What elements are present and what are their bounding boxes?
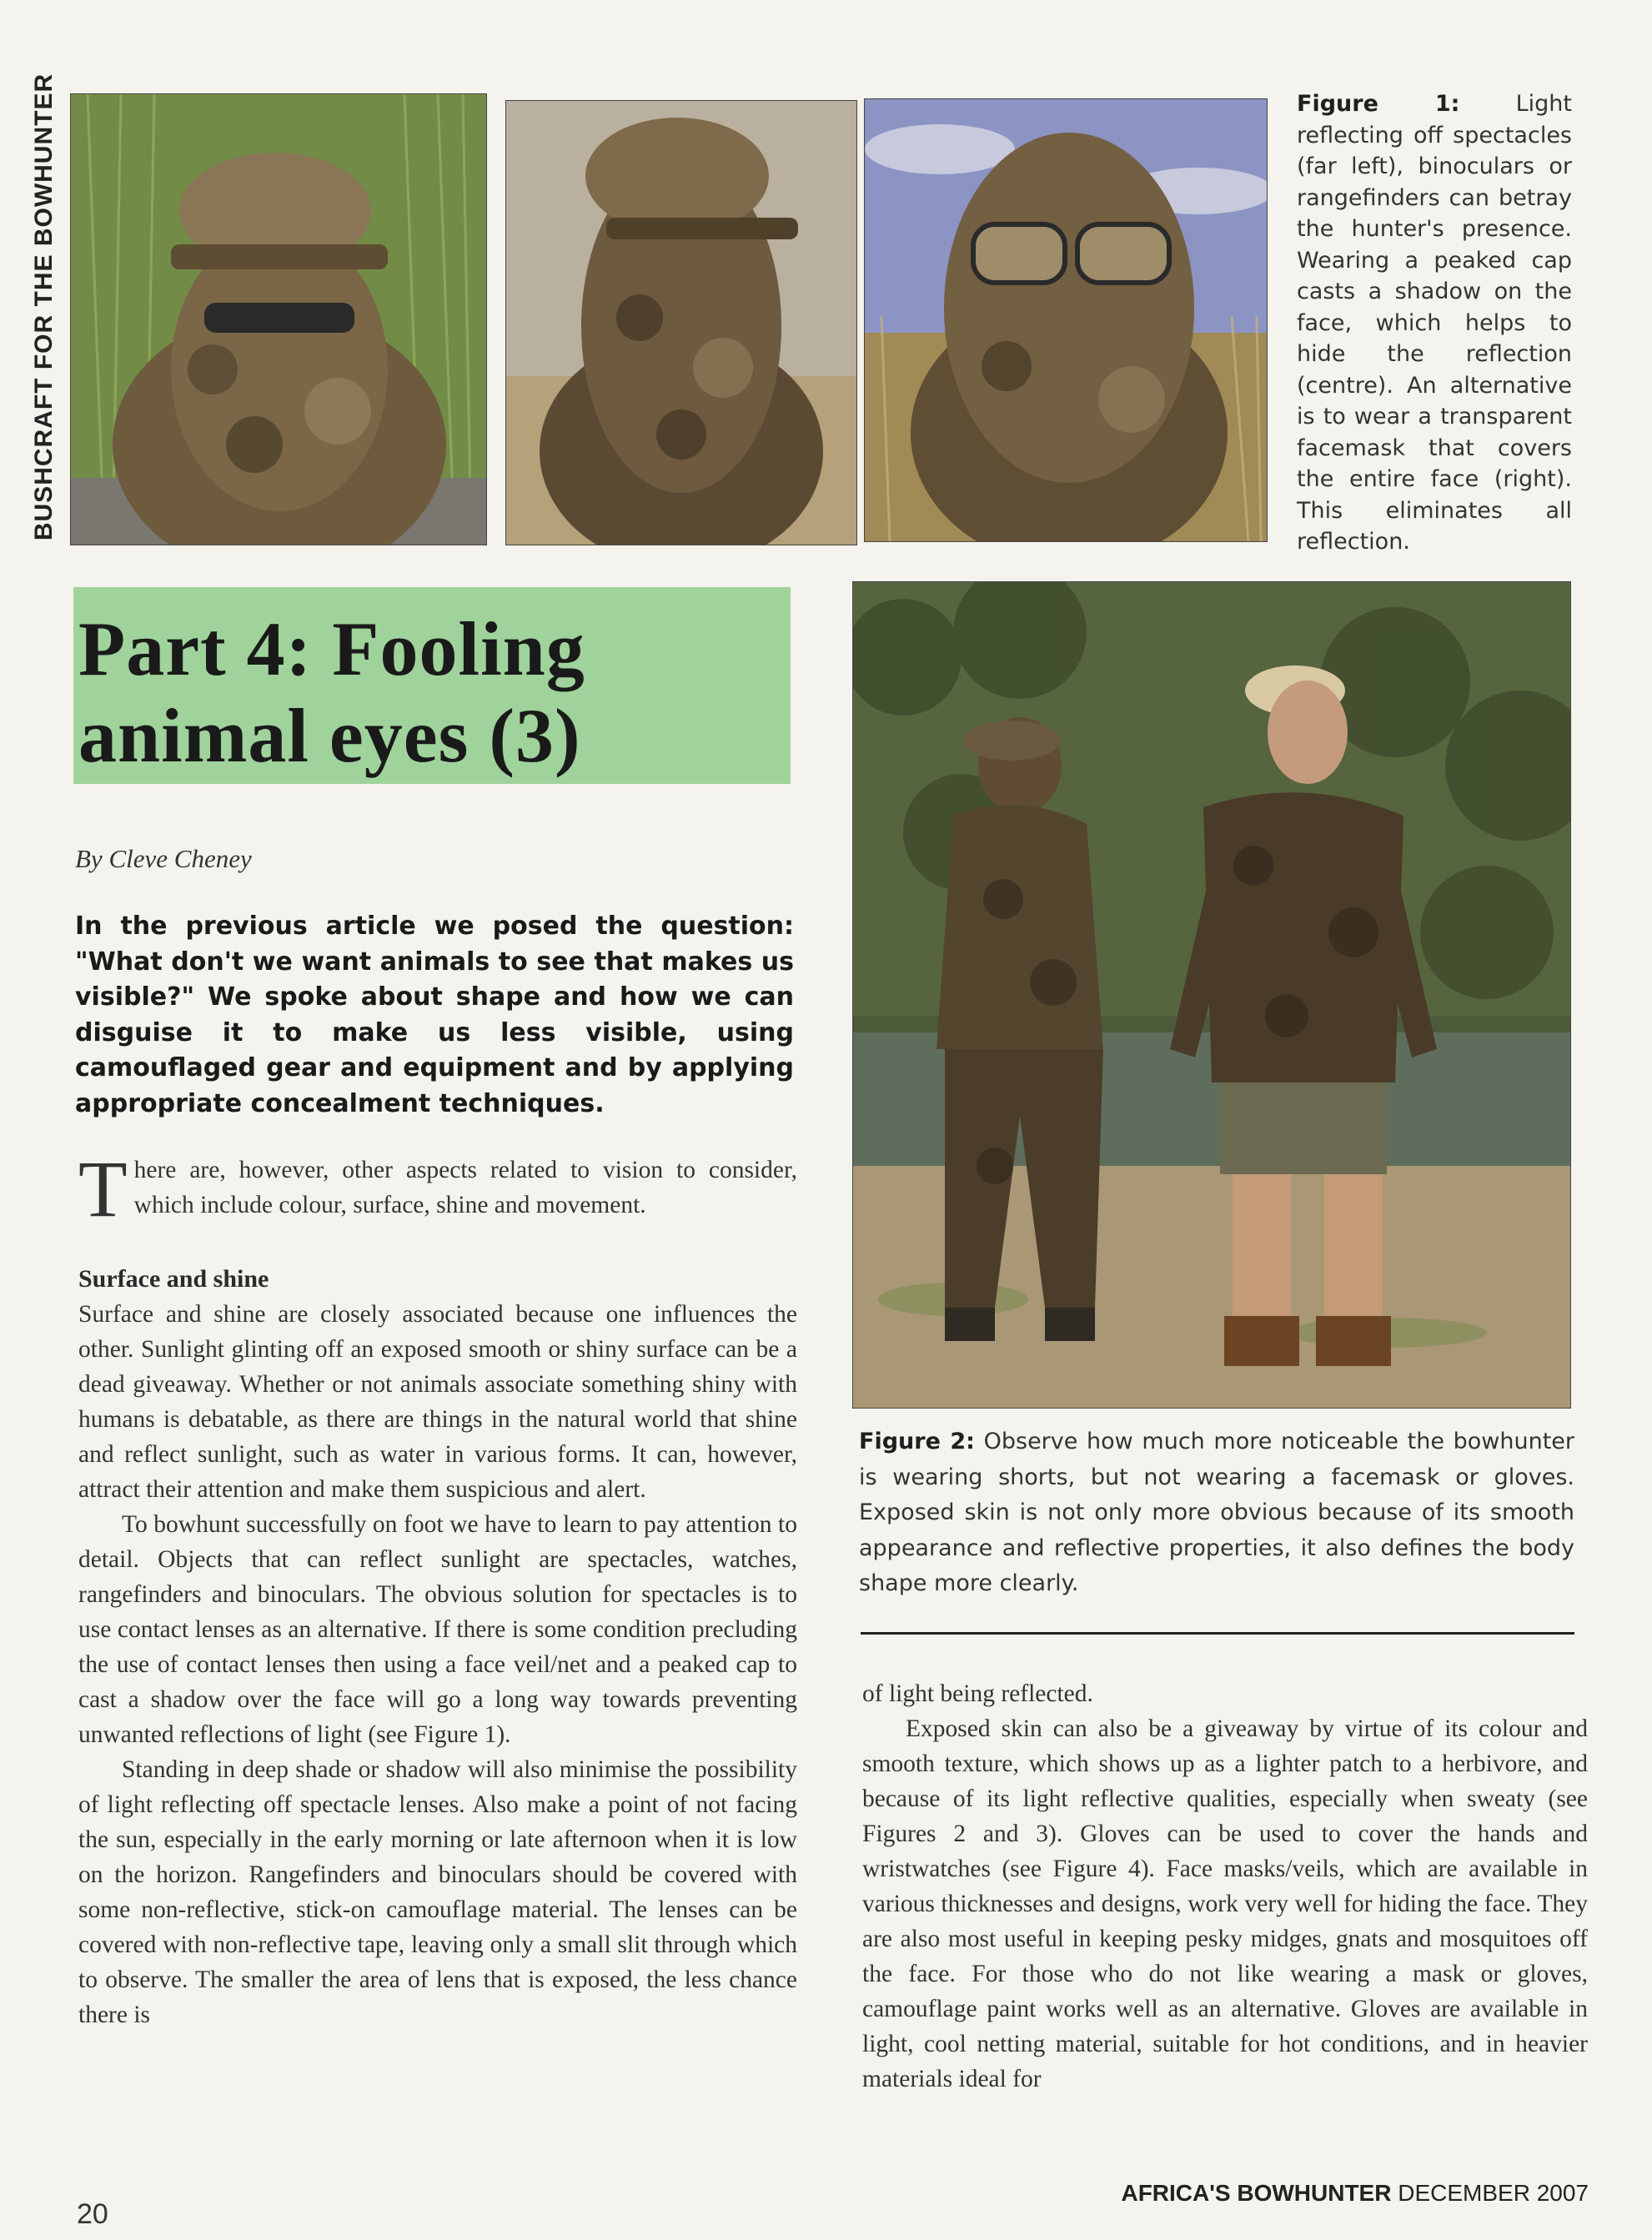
figure2-caption-text: Observe how much more noticeable the bowhunter is wearing shorts, but not wearing a facemask or gloves. Exposed skin is not only more obvious because of its smooth appearance and reflective properties, it also defines the body shape more clearly. xyxy=(859,1429,1575,1596)
drop-cap: T xyxy=(78,1144,128,1233)
body-paragraph: Surface and shine are closely associated because one influences the other. Sunlight glinting off an exposed smooth or shiny surface can be a dead giveaway. Whether or not animals associate something shiny with humans is debatable, as there are things in the natural world that shine and reflect sunlight, such as water in various forms. It can, however, attract their attention and make them suspicious and alert. xyxy=(78,1301,797,1503)
figure2-photo xyxy=(852,581,1571,1409)
figure1-label: Figure 1: xyxy=(1297,91,1460,117)
subhead-surface-shine: Surface and shine xyxy=(78,1265,269,1293)
opening-paragraph xyxy=(78,1144,797,1233)
intro-paragraph: In the previous article we posed the question: "What don't we want animals to see that makes us visible?" We spoke about shape and how we can disguise it to make us less visible, using camouflaged gear and equipment and by applying appropriate concealment techniques. xyxy=(75,912,794,1118)
figure1-photo-left xyxy=(70,93,487,545)
body-paragraph: Exposed skin can also be a giveaway by virtue of its colour and smooth texture, which shows up as a lighter patch to a herbivore, and because of its light reflective qualities, especially when sweaty (see Figures 2 and 3). Gloves can be used to cover the hands and wristwatches (see Figure 4). Face masks/veils, which are available in various thicknesses and designs, work very well for hiding the face. They are also most useful in keeping pesky midges, gnats and mosquitoes off the face. For those who do not like wearing a mask or gloves, camouflage paint works well as an alternative. Gloves are available in light, cool netting material, suitable for hot conditions, and in heavier materials ideal for xyxy=(862,1715,1588,2092)
figure1-caption xyxy=(1297,88,1572,558)
byline: By Cleve Cheney xyxy=(75,844,252,873)
page-number: 20 xyxy=(77,2198,108,2230)
body-paragraph: Standing in deep shade or shadow will also minimise the possibility of light reflecting off spectacle lenses. Also make a point of not facing the sun, especially in the early morning or late afternoon when it is low on the horizon. Rangefinders and binoculars should be covered with some non-reflective, stick-on camouflage material. The lenses can be covered with non-reflective tape, leaving only a small slit through which to observe. The smaller the area of lens that is exposed, the less chance there is xyxy=(78,1756,797,2028)
right-column xyxy=(862,1676,1588,2097)
opening-text: here are, however, other aspects related to vision to consider, which include colour, surface, shine and movement. xyxy=(133,1157,797,1218)
figure1-photo-right xyxy=(864,98,1268,542)
section-label-text: BUSHCRAFT FOR THE BOWHUNTER xyxy=(30,73,58,541)
article-title: Part 4: Fooling animal eyes (3) xyxy=(78,606,585,778)
figure1-photo-centre xyxy=(505,100,857,545)
magazine-footer xyxy=(1121,2180,1589,2207)
issue-date: DECEMBER 2007 xyxy=(1398,2180,1589,2206)
figure2-caption xyxy=(859,1424,1574,1602)
left-column xyxy=(78,1262,797,2032)
column-divider-rule xyxy=(861,1632,1574,1635)
magazine-name: AFRICA'S BOWHUNTER xyxy=(1121,2180,1392,2206)
figure1-caption-text: Light reflecting off spectacles (far left), binoculars or rangefinders can betray the hunter's presence. Wearing a peaked cap casts a shadow on the face, which helps to hide the reflection (centre). An alternative is to wear a transparent facemask that covers the entire face (right). This eliminates all reflection. xyxy=(1297,91,1572,555)
section-label xyxy=(27,73,62,541)
article-title-box xyxy=(73,587,791,784)
figure2-label: Figure 2: xyxy=(859,1429,975,1454)
body-paragraph: To bowhunt successfully on foot we have to learn to pay attention to detail. Objects that can reflect sunlight are spectacles, watches, rangefinders and binoculars. The obvious solution for spectacles is to use contact lenses as an alternative. If there is some condition precluding the use of contact lenses then using a face veil/net and a peaked cap to cast a shadow over the face will go a long way towards preventing unwanted reflections of light (see Figure 1). xyxy=(78,1511,797,1748)
body-paragraph: of light being reflected. xyxy=(862,1680,1093,1707)
